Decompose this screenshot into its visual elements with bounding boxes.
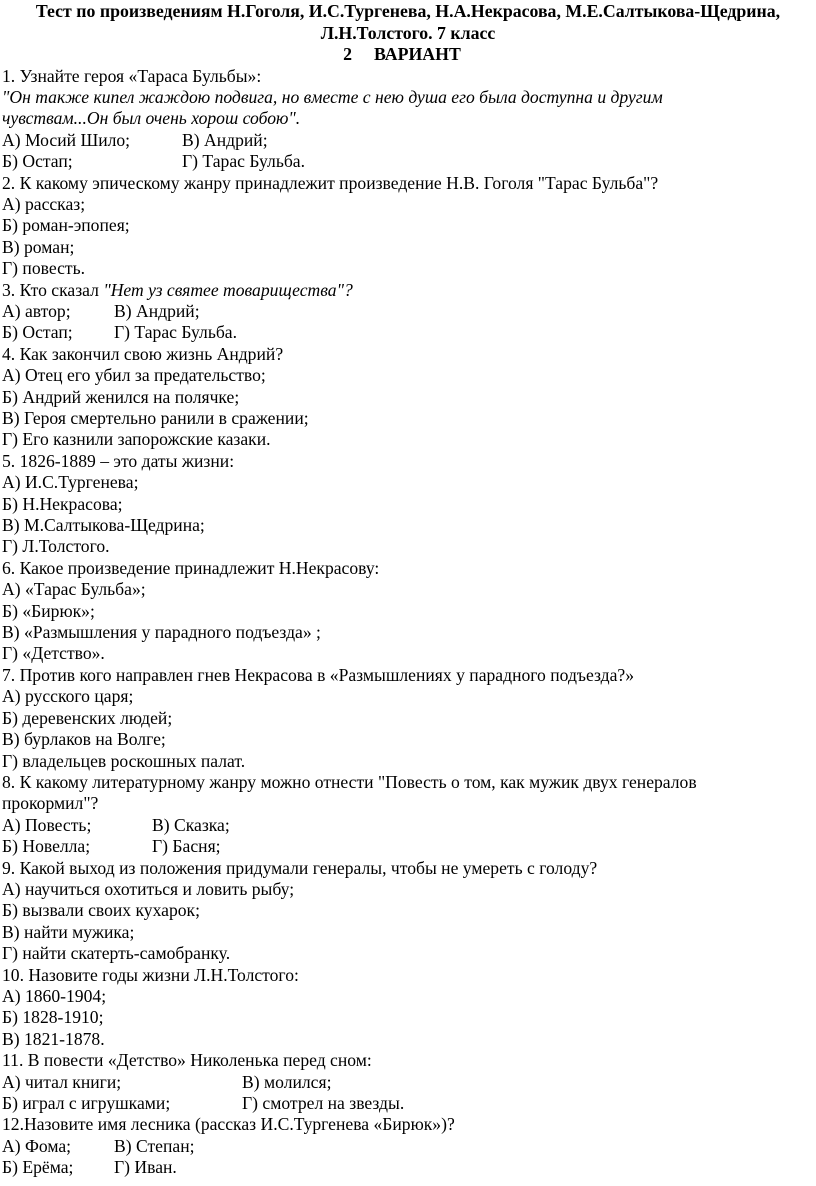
question-1-quote-line-2: чувствам...Он был очень хорош собою". bbox=[2, 108, 301, 129]
question-7: 7. Против кого направлен гнев Некрасова в «Размышлениях у парадного подъезда?» bbox=[2, 664, 635, 685]
q10-option-v: В) 1821-1878. bbox=[2, 1028, 105, 1049]
q5-option-v: В) М.Салтыкова-Щедрина; bbox=[2, 515, 205, 536]
q12-option-v: В) Степан; bbox=[114, 1135, 195, 1156]
q10-option-a: А) 1860-1904; bbox=[2, 985, 107, 1006]
q2-option-v: В) роман; bbox=[2, 236, 75, 257]
question-10: 10. Назовите годы жизни Л.Н.Толстого: bbox=[2, 964, 299, 985]
q3-option-v: В) Андрий; bbox=[114, 300, 200, 321]
q6-option-g: Г) «Детство». bbox=[2, 643, 105, 664]
q1-option-a: А) Мосий Шило; bbox=[2, 129, 131, 150]
q4-option-b: Б) Андрий женился на полячке; bbox=[2, 386, 240, 407]
question-9: 9. Какой выход из положения придумали генералы, чтобы не умереть с голоду? bbox=[2, 857, 598, 878]
q1-option-v: В) Андрий; bbox=[182, 129, 268, 150]
q3-option-b: Б) Остап; bbox=[2, 322, 73, 343]
questions bbox=[0, 66, 816, 1179]
question-11-options-row-2 bbox=[2, 1093, 816, 1114]
question-8-line-1: 8. К какому литературному жанру можно отнести "Повесть о том, как мужик двух генералов bbox=[2, 771, 697, 792]
question-12-options-row-2 bbox=[2, 1157, 816, 1178]
question-12-options-row-1 bbox=[2, 1136, 816, 1157]
question-1-quote-line-1: "Он также кипел жаждою подвига, но вместе с нею душа его была доступна и другим bbox=[2, 86, 663, 107]
question-1: 1. Узнайте героя «Тараса Бульбы»: bbox=[2, 65, 262, 86]
variant-heading bbox=[0, 44, 812, 66]
question-3-text: 3. Кто сказал bbox=[2, 279, 104, 300]
question-5: 5. 1826-1889 – это даты жизни: bbox=[2, 450, 235, 471]
q12-option-g: Г) Иван. bbox=[114, 1157, 177, 1178]
q11-option-v: В) молился; bbox=[242, 1071, 332, 1092]
q7-option-a: А) русского царя; bbox=[2, 686, 134, 707]
q1-option-g: Г) Тарас Бульба. bbox=[182, 151, 306, 172]
test-header bbox=[0, 1, 816, 66]
q11-option-a: А) читал книги; bbox=[2, 1071, 122, 1092]
question-1-options-row-1 bbox=[2, 130, 816, 151]
question-6: 6. Какое произведение принадлежит Н.Некрасову: bbox=[2, 557, 380, 578]
q5-option-a: А) И.С.Тургенева; bbox=[2, 472, 139, 493]
question-1-options-row-2 bbox=[2, 151, 816, 172]
q2-option-a: А) рассказ; bbox=[2, 193, 86, 214]
q6-option-v: В) «Размышления у парадного подъезда» ; bbox=[2, 622, 321, 643]
header-line-1: Тест по произведениям Н.Гоголя, И.С.Тургенева, Н.А.Некрасова, М.Е.Салтыкова-Щедрина, bbox=[35, 1, 781, 21]
question-3-options-row-2 bbox=[2, 322, 816, 343]
question-11: 11. В повести «Детство» Николенька перед сном: bbox=[2, 1050, 372, 1071]
q7-option-g: Г) владельцев роскошных палат. bbox=[2, 750, 246, 771]
question-4: 4. Как закончил свою жизнь Андрий? bbox=[2, 343, 284, 364]
q5-option-g: Г) Л.Толстого. bbox=[2, 536, 110, 557]
q11-option-g: Г) смотрел на звезды. bbox=[242, 1093, 405, 1113]
question-3 bbox=[2, 280, 816, 301]
header-line-2: Л.Н.Толстого. 7 класс bbox=[320, 22, 496, 43]
q11-option-b: Б) играл с игрушками; bbox=[2, 1093, 171, 1113]
q12-option-a: А) Фома; bbox=[2, 1135, 72, 1156]
q10-option-b: Б) 1828-1910; bbox=[2, 1007, 104, 1028]
question-12: 12.Назовите имя лесника (рассказ И.С.Тургенева «Бирюк»)? bbox=[2, 1114, 455, 1135]
q9-option-b: Б) вызвали своих кухарок; bbox=[2, 900, 200, 921]
q8-option-b: Б) Новелла; bbox=[2, 836, 91, 857]
q8-option-v: В) Сказка; bbox=[152, 814, 230, 835]
q8-option-a: А) Повесть; bbox=[2, 814, 92, 835]
q4-option-v: В) Героя смертельно ранили в сражении; bbox=[2, 408, 309, 428]
q7-option-v: В) бурлаков на Волге; bbox=[2, 729, 166, 750]
question-11-options-row-1 bbox=[2, 1072, 816, 1093]
q6-option-a: А) «Тарас Бульба»; bbox=[2, 579, 146, 600]
q9-option-g: Г) найти скатерть-самобранку. bbox=[2, 943, 231, 964]
q2-option-b: Б) роман-эпопея; bbox=[2, 215, 130, 236]
q5-option-b: Б) Н.Некрасова; bbox=[2, 493, 123, 514]
question-2: 2. К какому эпическому жанру принадлежит произведение Н.В. Гоголя "Тарас Бульба"? bbox=[2, 172, 659, 193]
question-8-line-2: прокормил"? bbox=[2, 793, 99, 814]
q12-option-b: Б) Ерёма; bbox=[2, 1157, 74, 1178]
question-8-options-row-2 bbox=[2, 836, 816, 857]
q4-option-a: А) Отец его убил за предательство; bbox=[2, 365, 266, 386]
q3-option-g: Г) Тарас Бульба. bbox=[114, 322, 238, 343]
q9-option-a: А) научиться охотиться и ловить рыбу; bbox=[2, 878, 295, 899]
q9-option-v: В) найти мужика; bbox=[2, 921, 135, 942]
q8-option-g: Г) Басня; bbox=[152, 836, 221, 857]
q1-option-b: Б) Остап; bbox=[2, 151, 73, 172]
variant-number: 2 bbox=[343, 44, 353, 64]
q7-option-b: Б) деревенских людей; bbox=[2, 707, 173, 728]
q3-option-a: А) автор; bbox=[2, 300, 71, 321]
variant-label: ВАРИАНТ bbox=[374, 44, 461, 64]
q2-option-g: Г) повесть. bbox=[2, 258, 86, 279]
q4-option-g: Г) Его казнили запорожские казаки. bbox=[2, 429, 271, 450]
question-3-options-row-1 bbox=[2, 301, 816, 322]
question-3-quote: "Нет уз святее товарищества"? bbox=[103, 279, 353, 300]
question-8-options-row-1 bbox=[2, 815, 816, 836]
q6-option-b: Б) «Бирюк»; bbox=[2, 600, 95, 621]
